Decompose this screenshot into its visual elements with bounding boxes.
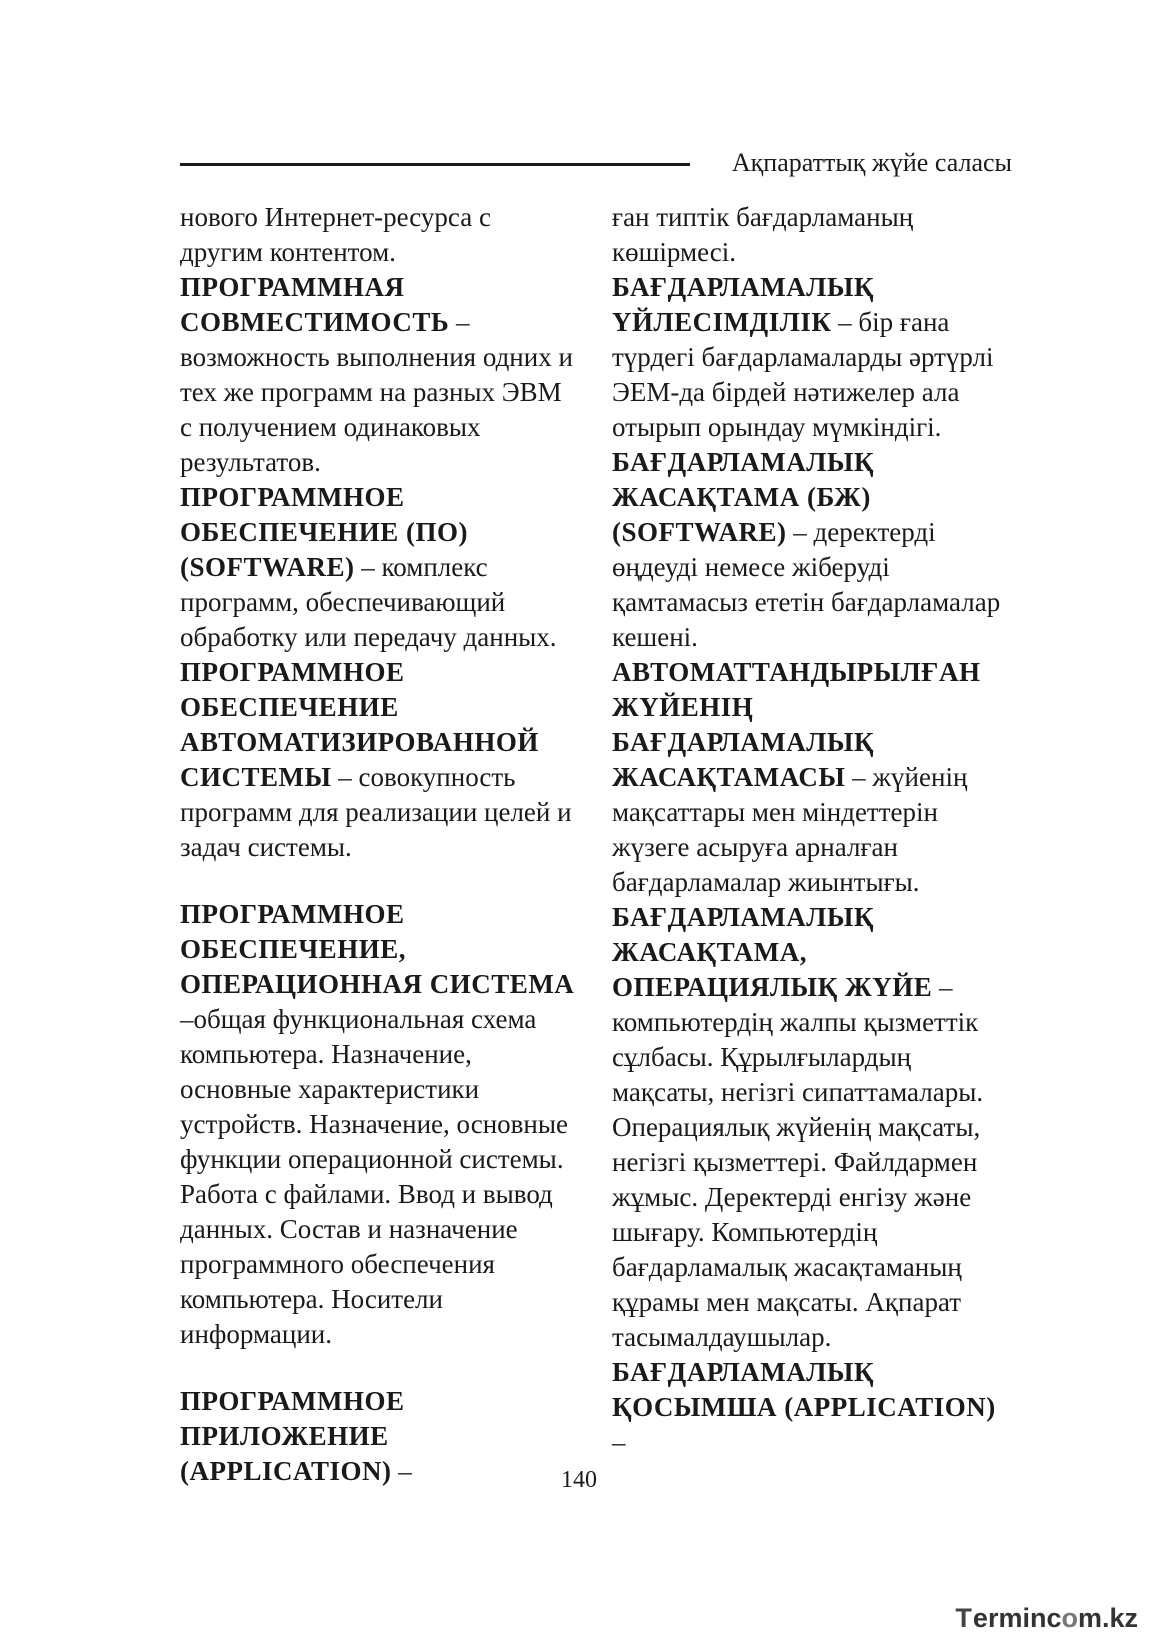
entry-text: – xyxy=(391,1456,412,1486)
magnifier-icon: o xyxy=(1061,1603,1078,1633)
watermark-logo xyxy=(955,1603,1138,1634)
entry-term: АВТОМАТТАНДЫРЫЛҒАН ЖҮЙЕНІҢ БАҒДАРЛАМАЛЫҚ ЖАСАҚТАМАСЫ xyxy=(612,657,981,792)
entry-program-compatibility xyxy=(180,270,576,480)
entry-text: нового Интернет-ресурса с другим контентом. xyxy=(180,202,491,267)
entry-term: БАҒДАРЛАМАЛЫҚ ЖАСАҚТАМА (БЖ) (SOFTWARE) xyxy=(612,447,874,547)
running-header: Ақпараттық жүйе саласы xyxy=(731,148,1012,177)
entry-term: БАҒДАРЛАМАЛЫҚ ҚОСЫМША (APPLICATION) xyxy=(612,1357,996,1422)
entry-software xyxy=(612,445,1012,655)
entry-text: –общая функциональная схема компьютера. Назначение, основные характеристики устройств. Назначение, основные функции операционной системы. Работа с файлами. Ввод и вывод данных. Состав и назначение программного обеспечения компьютера. Носители информации. xyxy=(180,1004,568,1349)
spacer xyxy=(180,865,576,897)
entry-program-compatibility xyxy=(612,270,1012,445)
spacer xyxy=(180,1352,576,1384)
entry-term: ПРОГРАММНОЕ ОБЕСПЕЧЕНИЕ (ПО) (SOFTWARE) xyxy=(180,482,468,582)
entry-software-operating-system xyxy=(180,897,576,1352)
entry-software-operating-system xyxy=(612,900,1012,1355)
entry-text: – деректерді өңдеуді немесе жіберуді қамтамасыз ететін бағдарламалар кешені. xyxy=(612,517,1001,652)
entry-term: БАҒДАРЛАМАЛЫҚ ҮЙЛЕСІМДІЛІК xyxy=(612,272,874,337)
watermark-part2: m.kz xyxy=(1077,1603,1138,1633)
watermark-t: T xyxy=(955,1603,972,1633)
entry-text: – xyxy=(612,1427,626,1457)
header-rule xyxy=(180,163,690,166)
entry-continuation xyxy=(180,200,576,270)
entry-continuation xyxy=(612,200,1012,270)
entry-term: ПРОГРАММНОЕ ОБЕСПЕЧЕНИЕ АВТОМАТИЗИРОВАННОЙ СИСТЕМЫ xyxy=(180,657,539,792)
entry-text: – комплекс программ, обеспечивающий обработку или передачу данных. xyxy=(180,552,557,652)
entry-text: – возможность выполнения одних и тех же программ на разных ЭВМ с получением одинаковых результатов. xyxy=(180,307,573,477)
entry-text: ған типтік бағдарламаның көшірмесі. xyxy=(612,202,914,267)
entry-automated-system-software xyxy=(612,655,1012,900)
entry-text: – жүйенің мақсаттары мен міндеттерін жүзеге асыруға арналған бағдарламалар жиынтығы. xyxy=(612,762,968,897)
entry-term: ПРОГРАММНАЯ СОВМЕСТИМОСТЬ xyxy=(180,272,450,337)
entry-automated-system-software xyxy=(180,655,576,865)
entry-text: – совокупность программ для реализации целей и задач системы. xyxy=(180,762,572,862)
right-column xyxy=(612,200,1012,1460)
entry-text: – компьютердің жалпы қызметтік сұлбасы. Құрылғылардың мақсаты, негізгі сипаттамалары. Операциялық жүйенің мақсаты, негізгі қызметтері. Файлдармен жұмыс. Деректерді енгізу және шығару. Компьютердің бағдарламалық жасақтаманың құрамы мен мақсаты. Ақпарат тасымалдаушылар. xyxy=(612,972,984,1352)
entry-term: БАҒДАРЛАМАЛЫҚ ЖАСАҚТАМА, ОПЕРАЦИЯЛЫҚ ЖҮЙЕ xyxy=(612,902,933,1002)
page-number: 140 xyxy=(561,1467,597,1493)
entry-software xyxy=(180,480,576,655)
left-column xyxy=(180,200,576,1489)
entry-application xyxy=(612,1355,1012,1460)
entry-term: ПРОГРАММНОЕ ПРИЛОЖЕНИЕ (APPLICATION) xyxy=(180,1386,405,1486)
watermark-part1: erminc xyxy=(972,1603,1062,1633)
entry-text: – бір ғана түрдегі бағдарламаларды әртүрлі ЭЕМ-да бірдей нәтижелер ала отырып орындау мүмкіндігі. xyxy=(612,307,994,442)
entry-term: ПРОГРАММНОЕ ОБЕСПЕЧЕНИЕ, ОПЕРАЦИОННАЯ СИСТЕМА xyxy=(180,899,575,999)
